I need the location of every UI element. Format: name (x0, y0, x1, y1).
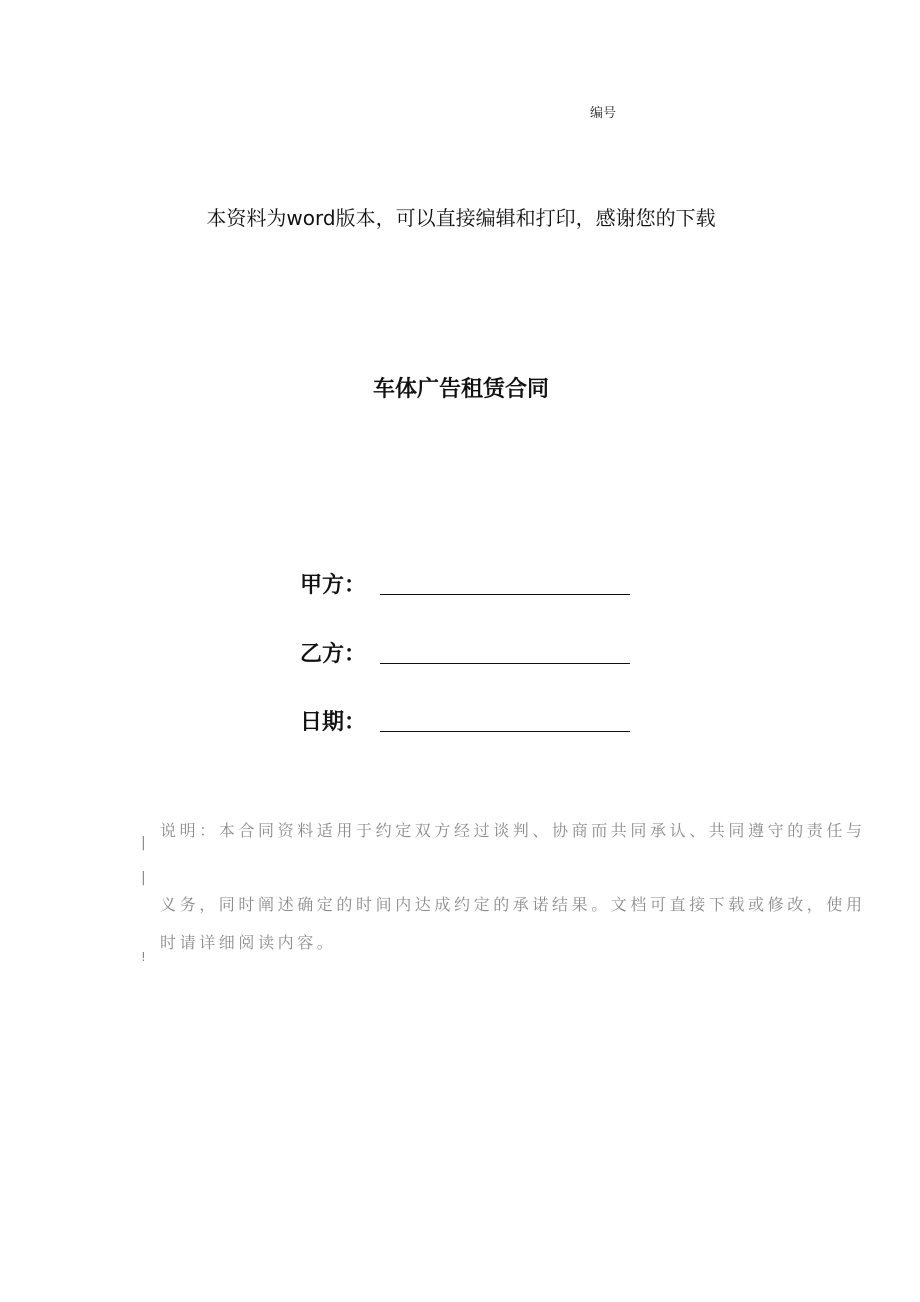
download-notice: 本资料为word版本，可以直接编辑和打印，感谢您的下载 (206, 206, 716, 230)
margin-mark: ! (141, 950, 146, 964)
party-b-field (300, 634, 630, 668)
party-a-blank[interactable] (380, 593, 630, 595)
party-a-field (300, 565, 630, 599)
description-line-2: 义务，同时阐述确定的时间内达成约定的承诺结果。文档可直接下载或修改，使用 (160, 895, 866, 914)
party-a-label: 甲方： (300, 573, 367, 598)
contract-title: 车体广告租赁合同 (372, 377, 549, 402)
margin-mark: | (141, 835, 146, 851)
party-b-blank[interactable] (380, 662, 630, 664)
date-field (300, 702, 630, 736)
margin-mark: | (141, 870, 146, 886)
date-label: 日期： (300, 710, 367, 735)
date-blank[interactable] (380, 730, 630, 732)
document-number-label: 编号 (590, 106, 617, 121)
description-line-1: 说明：本合同资料适用于约定双方经过谈判、协商而共同承认、共同遵守的责任与 (160, 821, 866, 840)
description-line-3: 时请详细阅读内容。 (160, 933, 337, 952)
party-b-label: 乙方： (300, 642, 367, 667)
